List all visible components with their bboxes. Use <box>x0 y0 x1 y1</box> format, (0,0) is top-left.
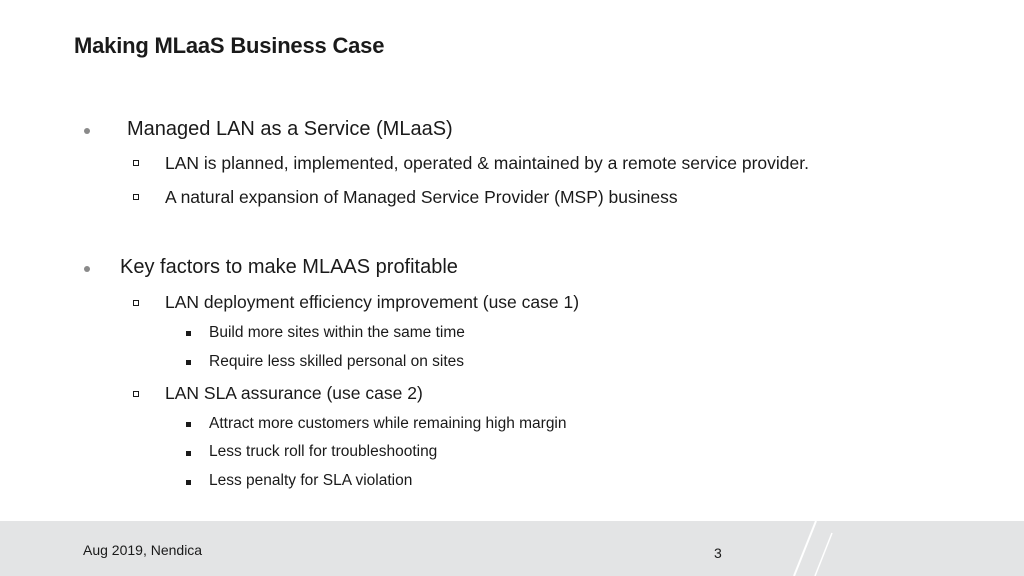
level3-bullet <box>186 422 191 427</box>
section-heading: Managed LAN as a Service (MLaaS) <box>127 118 453 140</box>
list-subitem: Attract more customers while remaining high margin <box>209 415 567 432</box>
page-number: 3 <box>714 545 722 561</box>
level2-bullet <box>133 194 139 200</box>
slide-title: Making MLaaS Business Case <box>74 33 385 58</box>
list-item: LAN SLA assurance (use case 2) <box>165 383 423 403</box>
list-subitem: Require less skilled personal on sites <box>209 353 465 370</box>
list-subitem: Build more sites within the same time <box>209 324 465 341</box>
list-item: A natural expansion of Managed Service Provider (MSP) business <box>165 187 678 207</box>
level2-bullet <box>133 391 139 397</box>
list-item: LAN deployment efficiency improvement (use case 1) <box>165 292 580 312</box>
footer-text: Aug 2019, Nendica <box>83 542 203 558</box>
list-subitem: Less penalty for SLA violation <box>209 472 413 489</box>
level2-bullet <box>133 300 139 306</box>
level3-bullet <box>186 331 191 336</box>
level3-bullet <box>186 451 191 456</box>
list-item: LAN is planned, implemented, operated & maintained by a remote service provider. <box>165 153 809 173</box>
footer-slash-decoration <box>780 521 840 576</box>
section-heading: Key factors to make MLAAS profitable <box>120 256 458 278</box>
level2-bullet <box>133 160 139 166</box>
list-subitem: Less truck roll for troubleshooting <box>209 443 438 460</box>
level3-bullet <box>186 360 191 365</box>
level1-bullet <box>84 266 90 272</box>
level3-bullet <box>186 480 191 485</box>
level1-bullet <box>84 128 90 134</box>
